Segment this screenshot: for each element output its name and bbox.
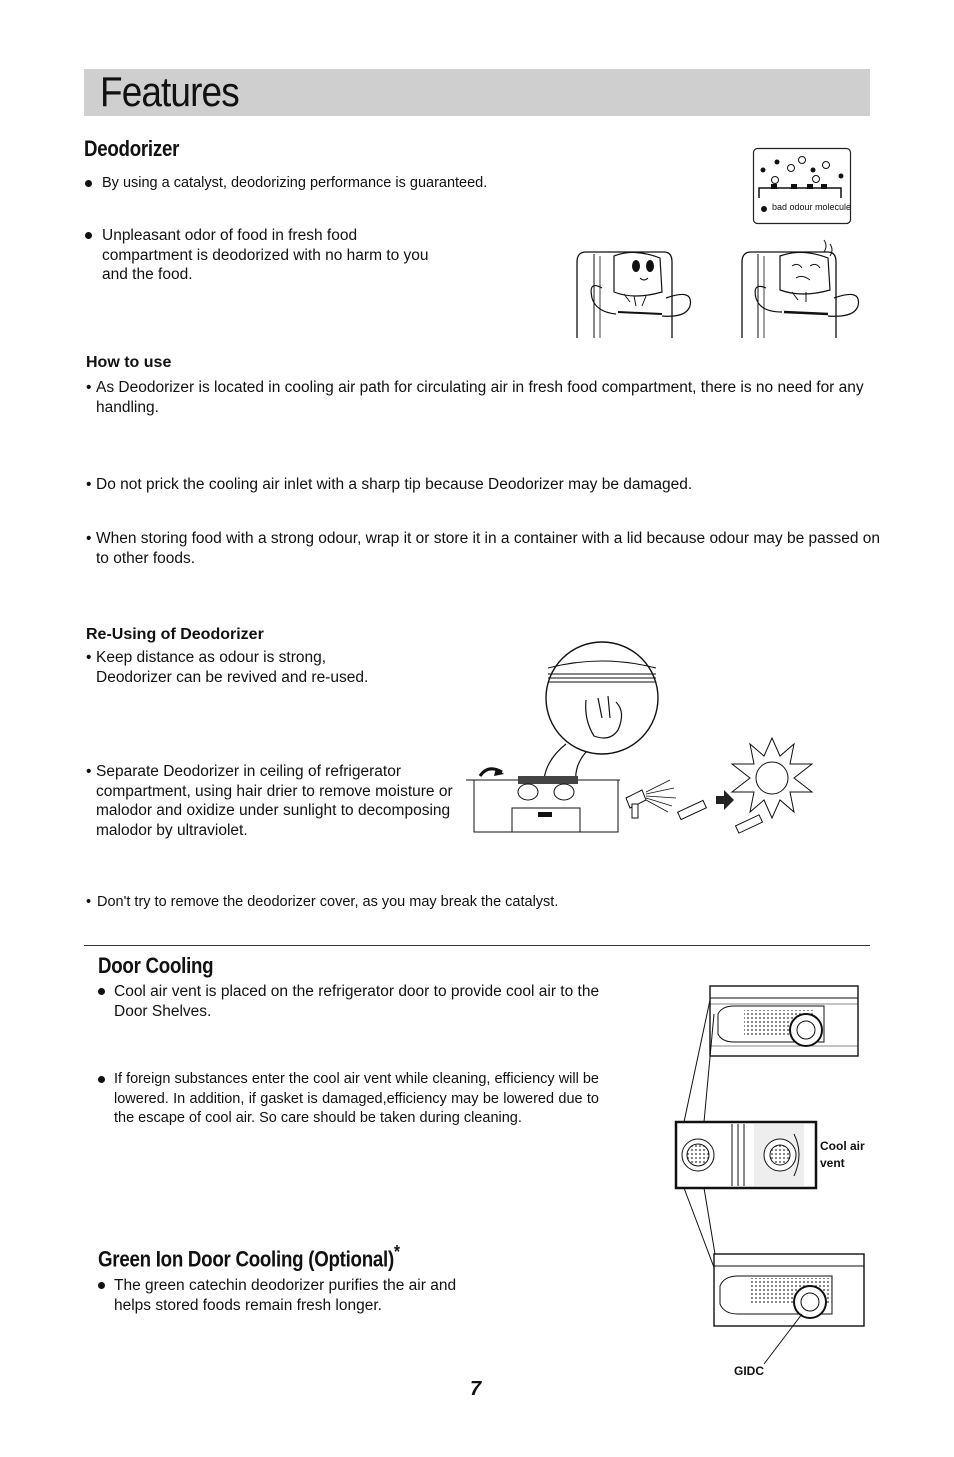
bullet-mark: •	[86, 763, 92, 780]
gidc-label: GIDC	[734, 1364, 764, 1378]
how-to-use-item-2: Do not prick the cooling air inlet with a sharp tip because Deodorizer may be damaged.	[96, 476, 693, 493]
reusing-item-3: Don't try to remove the deodorizer cover, as you may break the catalyst.	[97, 894, 559, 910]
section-divider	[84, 945, 870, 946]
reusing-item-2: Separate Deodorizer in ceiling of refrigerator compartment, using hair drier to remove moisture or malodor and oxidize under sunlight to decomposing malodor by ultraviolet.	[96, 763, 453, 839]
door-cooling-heading: Door Cooling	[98, 953, 214, 978]
legend-label: bad odour molecule	[772, 202, 852, 212]
green-ion-bullet-1: The green catechin deodorizer purifies the air and helps stored foods remain fresh longer.	[114, 1277, 457, 1314]
deodorizer-bullet-1: By using a catalyst, deodorizing performance is guaranteed.	[102, 175, 488, 191]
cool-air-vent-label: Cool air vent	[820, 1139, 865, 1170]
fridge-odour-illustration	[740, 238, 866, 340]
deodorizer-heading: Deodorizer	[84, 136, 180, 161]
bullet-mark: •	[86, 476, 92, 493]
deodorizer-bullet-2: Unpleasant odor of food in fresh food compartment is deodorized with no harm to you and the food.	[102, 227, 429, 283]
bullet-icon	[98, 1076, 105, 1083]
door-cooling-bullet-2: If foreign substances enter the cool air vent while cleaning, efficiency will be lowered. In addition, if gasket is damaged,efficiency may be lowered due to the escape of cool air. So care should be taken during cleaning.	[114, 1071, 599, 1126]
bullet-icon	[98, 1282, 105, 1289]
how-to-use-item-3: When storing food with a strong odour, wrap it or store it in a container with a lid because odour may be passed on to other foods.	[96, 530, 881, 567]
bullet-mark: •	[86, 894, 92, 910]
page-number: 7	[470, 1378, 482, 1400]
deodorizer-reuse-illustration	[466, 640, 816, 840]
how-to-use-item-1: As Deodorizer is located in cooling air path for circulating air in fresh food compartment, there is no need for any handling.	[96, 379, 864, 416]
bullet-icon	[85, 180, 92, 187]
how-to-use-heading: How to use	[86, 354, 172, 371]
optional-asterisk: *	[393, 1242, 400, 1262]
reusing-heading: Re-Using of Deodorizer	[86, 626, 264, 643]
green-ion-heading	[98, 1242, 400, 1272]
bullet-mark: •	[86, 530, 92, 547]
page-title: Features	[100, 68, 239, 115]
door-cooling-bullet-1: Cool air vent is placed on the refrigerator door to provide cool air to the Door Shelves.	[114, 983, 600, 1020]
green-ion-heading-text: Green Ion Door Cooling (Optional)	[98, 1246, 394, 1272]
bullet-icon	[85, 232, 92, 239]
odour-molecule-diagram	[753, 148, 851, 224]
bullet-icon	[98, 988, 105, 995]
bullet-mark: •	[86, 379, 92, 396]
bullet-mark: •	[86, 649, 92, 666]
fridge-happy-illustration	[574, 248, 700, 340]
reusing-item-1: Keep distance as odour is strong, Deodorizer can be revived and re-used.	[96, 649, 369, 686]
